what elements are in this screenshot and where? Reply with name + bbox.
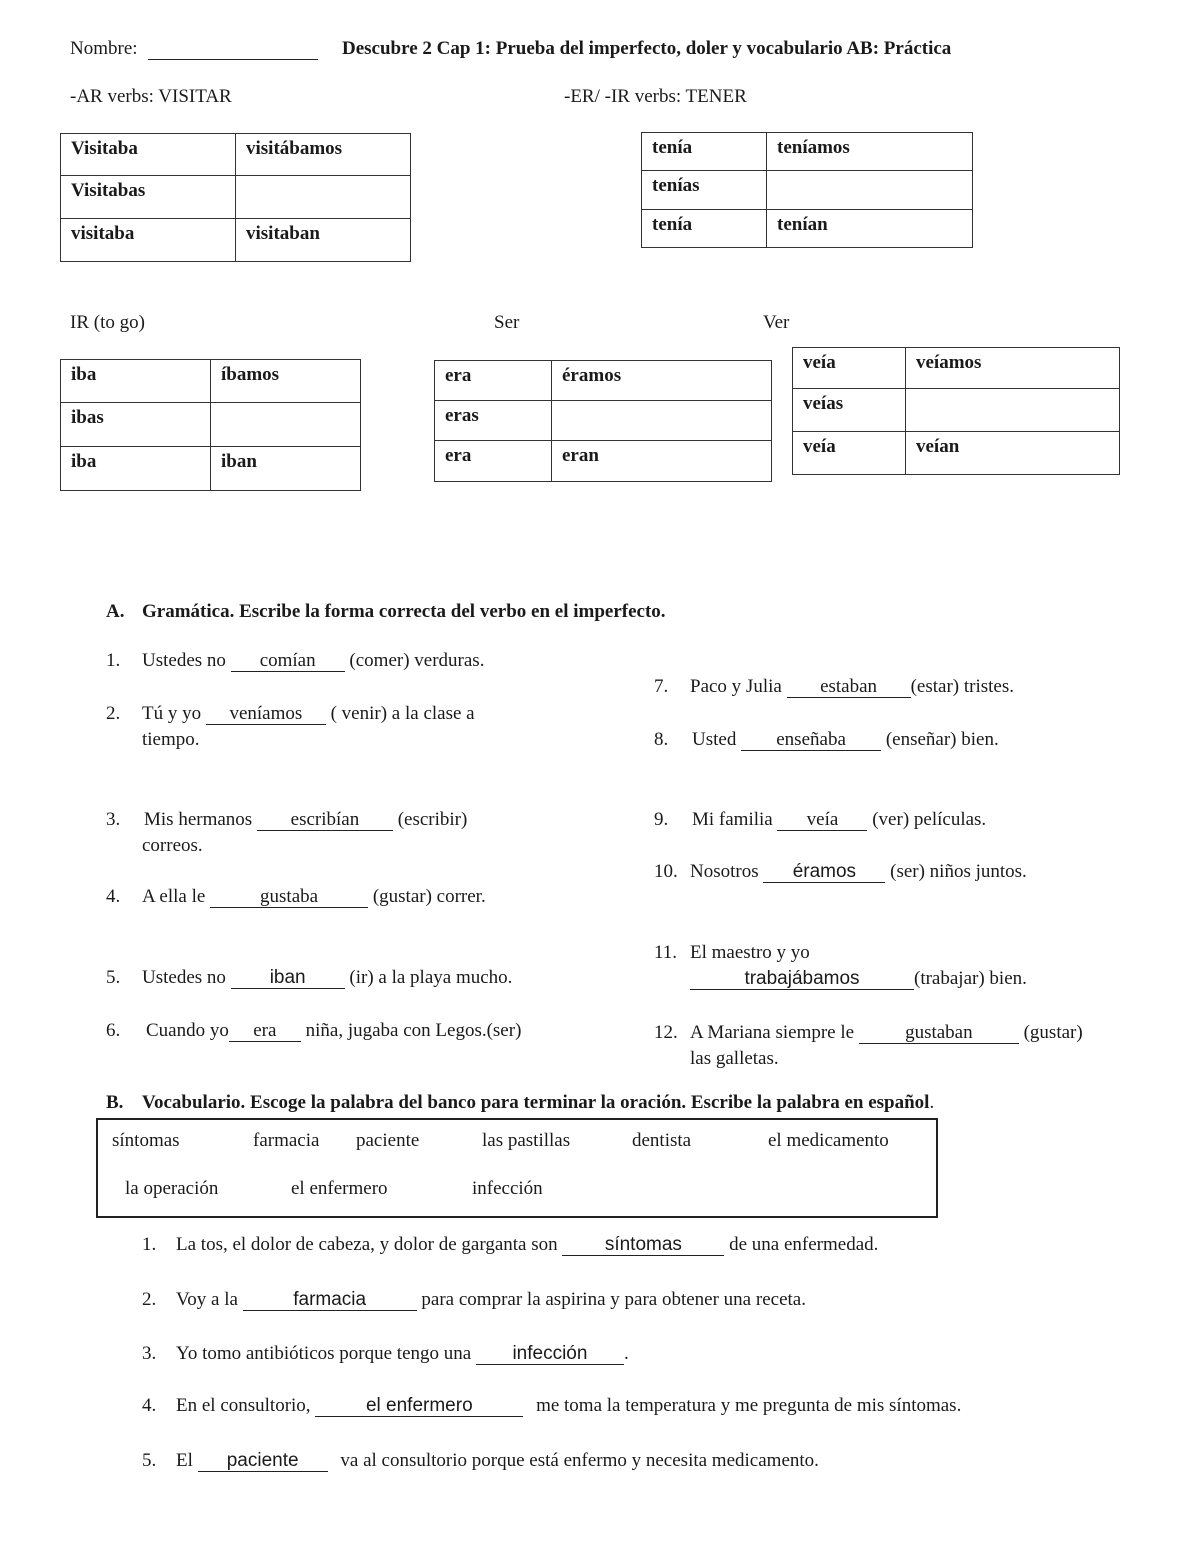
section-b-title: Vocabulario. Escoge la palabra del banco para terminar la oración. Escribe la palabra en español: [142, 1092, 930, 1113]
answer-field[interactable]: gustaban: [859, 1023, 1019, 1044]
table-cell[interactable]: [211, 403, 361, 447]
section-b-letter: B.: [106, 1092, 124, 1113]
table-cell: veían: [906, 432, 1120, 475]
answer-field[interactable]: comían: [231, 651, 345, 672]
table-cell: visitaban: [236, 219, 411, 262]
answer-field[interactable]: paciente: [198, 1451, 328, 1472]
word-bank-item: el medicamento: [768, 1130, 889, 1151]
table-cell: veía: [793, 432, 906, 475]
table-cell[interactable]: [906, 389, 1120, 432]
table-cell: veías: [793, 389, 906, 432]
section-b-title-end: .: [929, 1092, 935, 1113]
ar-verbs-label: -AR verbs: VISITAR: [70, 86, 232, 107]
table-cell: ibas: [61, 403, 211, 447]
visitar-table: [60, 133, 411, 262]
table-cell: iba: [61, 360, 211, 403]
word-bank-item: las pastillas: [482, 1130, 571, 1151]
table-cell: tenías: [642, 171, 767, 210]
table-cell: teníamos: [767, 133, 973, 171]
answer-field[interactable]: escribían: [257, 810, 393, 831]
section-a-title: Gramática. Escribe la forma correcta del verbo en el imperfecto.: [142, 601, 666, 622]
table-cell[interactable]: [767, 171, 973, 210]
page-title: Descubre 2 Cap 1: Prueba del imperfecto, doler y vocabulario AB: Práctica: [342, 38, 952, 59]
er-ir-verbs-label: -ER/ -IR verbs: TENER: [564, 86, 747, 107]
word-bank-item: el enfermero: [291, 1178, 388, 1199]
table-cell[interactable]: [236, 176, 411, 219]
table-cell: visitábamos: [236, 134, 411, 176]
table-cell: eras: [435, 401, 552, 441]
table-cell: era: [435, 441, 552, 482]
answer-field[interactable]: farmacia: [243, 1290, 417, 1311]
answer-field[interactable]: el enfermero: [315, 1396, 523, 1417]
answer-field[interactable]: era: [229, 1021, 301, 1042]
table-cell: tenía: [642, 133, 767, 171]
table-cell[interactable]: [552, 401, 772, 441]
section-a-letter: A.: [106, 601, 125, 622]
table-cell: veíamos: [906, 348, 1120, 389]
answer-field[interactable]: infección: [476, 1344, 624, 1365]
ser-table: [434, 360, 772, 482]
table-cell: íbamos: [211, 360, 361, 403]
table-cell: iba: [61, 447, 211, 491]
word-bank-item: infección: [472, 1178, 543, 1199]
section-b-heading: [142, 1092, 934, 1114]
ir-table: [60, 359, 361, 491]
answer-field[interactable]: veía: [777, 810, 867, 831]
answer-field[interactable]: síntomas: [562, 1235, 724, 1256]
table-cell: eran: [552, 441, 772, 482]
table-cell: Visitaba: [61, 134, 236, 176]
ser-label: Ser: [494, 312, 520, 333]
answer-field[interactable]: enseñaba: [741, 730, 881, 751]
word-bank: [96, 1118, 938, 1218]
word-bank-item: paciente: [356, 1130, 420, 1151]
ver-label: Ver: [763, 312, 790, 333]
table-cell: tenían: [767, 210, 973, 248]
answer-field[interactable]: trabajábamos: [690, 969, 914, 990]
word-bank-item: síntomas: [112, 1130, 180, 1151]
table-cell: veía: [793, 348, 906, 389]
ir-label: IR (to go): [70, 312, 145, 333]
table-cell: éramos: [552, 361, 772, 401]
answer-field[interactable]: iban: [231, 968, 345, 989]
tener-table: [641, 132, 973, 248]
table-cell: era: [435, 361, 552, 401]
answer-field[interactable]: veníamos: [206, 704, 326, 725]
word-bank-item: farmacia: [253, 1130, 320, 1151]
table-cell: visitaba: [61, 219, 236, 262]
word-bank-item: dentista: [632, 1130, 692, 1151]
answer-field[interactable]: gustaba: [210, 887, 368, 908]
nombre-label: Nombre:: [70, 38, 318, 60]
nombre-field[interactable]: [148, 39, 318, 60]
table-cell: iban: [211, 447, 361, 491]
answer-field[interactable]: estaban: [787, 677, 911, 698]
ver-table: [792, 347, 1120, 475]
word-bank-item: la operación: [125, 1178, 219, 1199]
answer-field[interactable]: éramos: [763, 862, 885, 883]
table-cell: Visitabas: [61, 176, 236, 219]
table-cell: tenía: [642, 210, 767, 248]
